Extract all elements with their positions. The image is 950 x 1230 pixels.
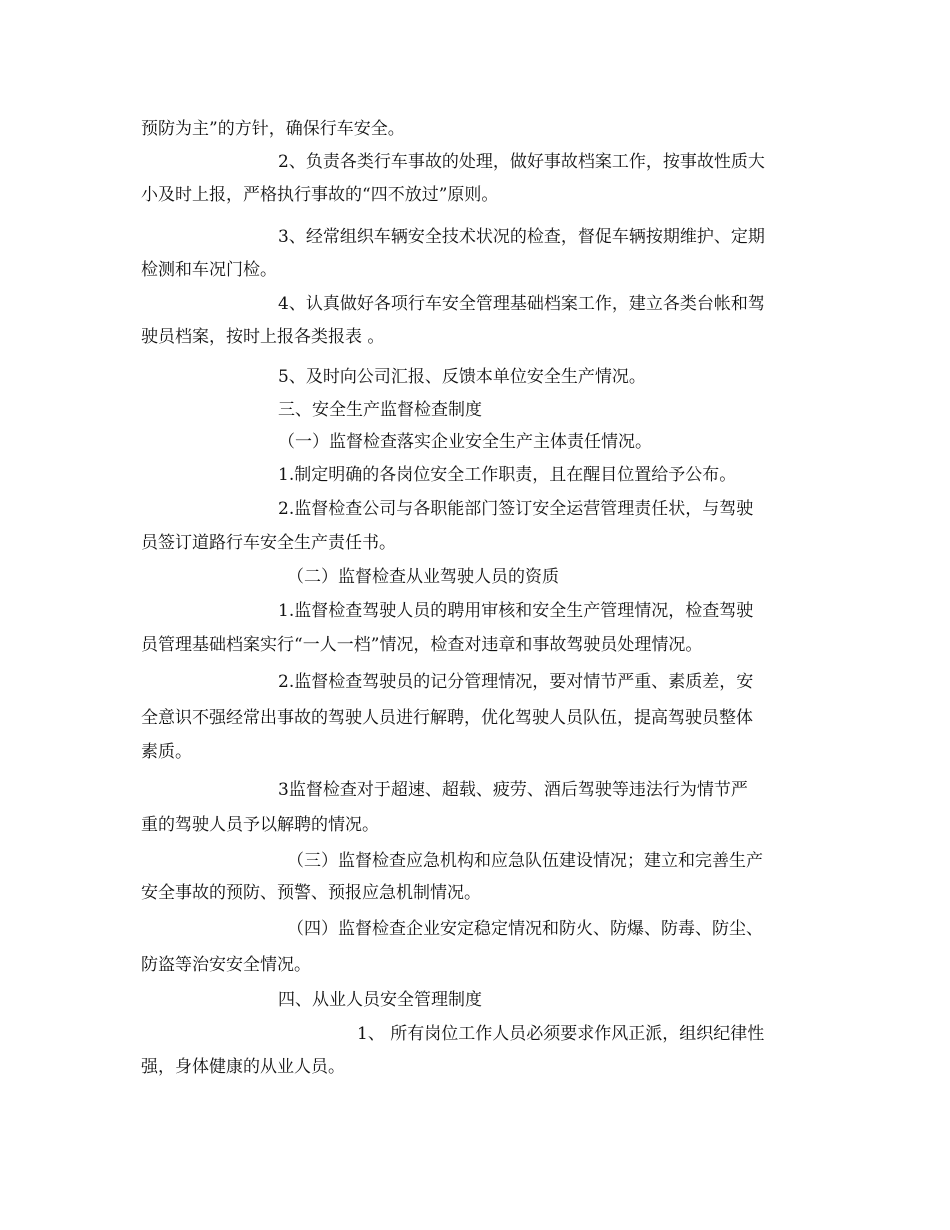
text-line: 员签订道路行车安全生产责任书。 xyxy=(141,533,396,553)
text-line: 2.监督检查驾驶员的记分管理情况，要对情节严重、素质差，安 xyxy=(278,672,754,692)
text-line: 小及时上报，严格执行事故的“四不放过”原则。 xyxy=(141,185,499,205)
text-line: 5、及时向公司汇报、反馈本单位安全生产情况。 xyxy=(278,367,646,387)
text-line: 2、负责各类行车事故的处理，做好事故档案工作，按事故性质大 xyxy=(278,152,765,172)
text-line: 2.监督检查公司与各职能部门签订安全运营管理责任状，与驾驶 xyxy=(278,499,754,519)
text-line: 素质。 xyxy=(141,742,192,762)
text-line: 3、经常组织车辆安全技术状况的检查，督促车辆按期维护、定期 xyxy=(278,227,765,247)
text-line: 安全事故的预防、预警、预报应急机制情况。 xyxy=(141,883,481,903)
text-line: 1、 所有岗位工作人员必须要求作风正派，组织纪律性 xyxy=(357,1024,765,1044)
text-line: 检测和车况门检。 xyxy=(141,260,277,280)
subsection-heading: （一）监督检查落实企业安全生产主体责任情况。 xyxy=(278,432,652,452)
text-line: 重的驾驶人员予以解聘的情况。 xyxy=(141,815,379,835)
section-heading: 四、从业人员安全管理制度 xyxy=(278,990,482,1010)
text-line: 1.制定明确的各岗位安全工作职责，且在醒目位置给予公布。 xyxy=(278,465,737,485)
text-line: 预防为主”的方针，确保行车安全。 xyxy=(141,119,405,139)
text-line: 驶员档案，按时上报各类报表 。 xyxy=(141,327,385,347)
text-line: 全意识不强经常出事故的驾驶人员进行解聘，优化驾驶人员队伍，提高驾驶员整体 xyxy=(141,708,753,728)
text-line: 强，身体健康的从业人员。 xyxy=(141,1057,345,1077)
subsection-heading: （二）监督检查从业驾驶人员的资质 xyxy=(287,567,559,587)
text-line: 1.监督检查驾驶人员的聘用审核和安全生产管理情况，检查驾驶 xyxy=(278,601,754,621)
text-line: 防盗等治安安全情况。 xyxy=(141,955,311,975)
subsection-heading: （三）监督检查应急机构和应急队伍建设情况；建立和完善生产 xyxy=(287,851,763,871)
section-heading: 三、安全生产监督检查制度 xyxy=(278,400,482,420)
text-line: 员管理基础档案实行“一人一档”情况，检查对违章和事故驾驶员处理情况。 xyxy=(141,635,703,655)
subsection-heading: （四）监督检查企业安定稳定情况和防火、防爆、防毒、防尘、 xyxy=(287,919,763,939)
text-line: 4、认真做好各项行车安全管理基础档案工作，建立各类台帐和驾 xyxy=(278,294,765,314)
text-line: 3监督检查对于超速、超载、疲劳、酒后驾驶等违法行为情节严 xyxy=(278,780,748,800)
